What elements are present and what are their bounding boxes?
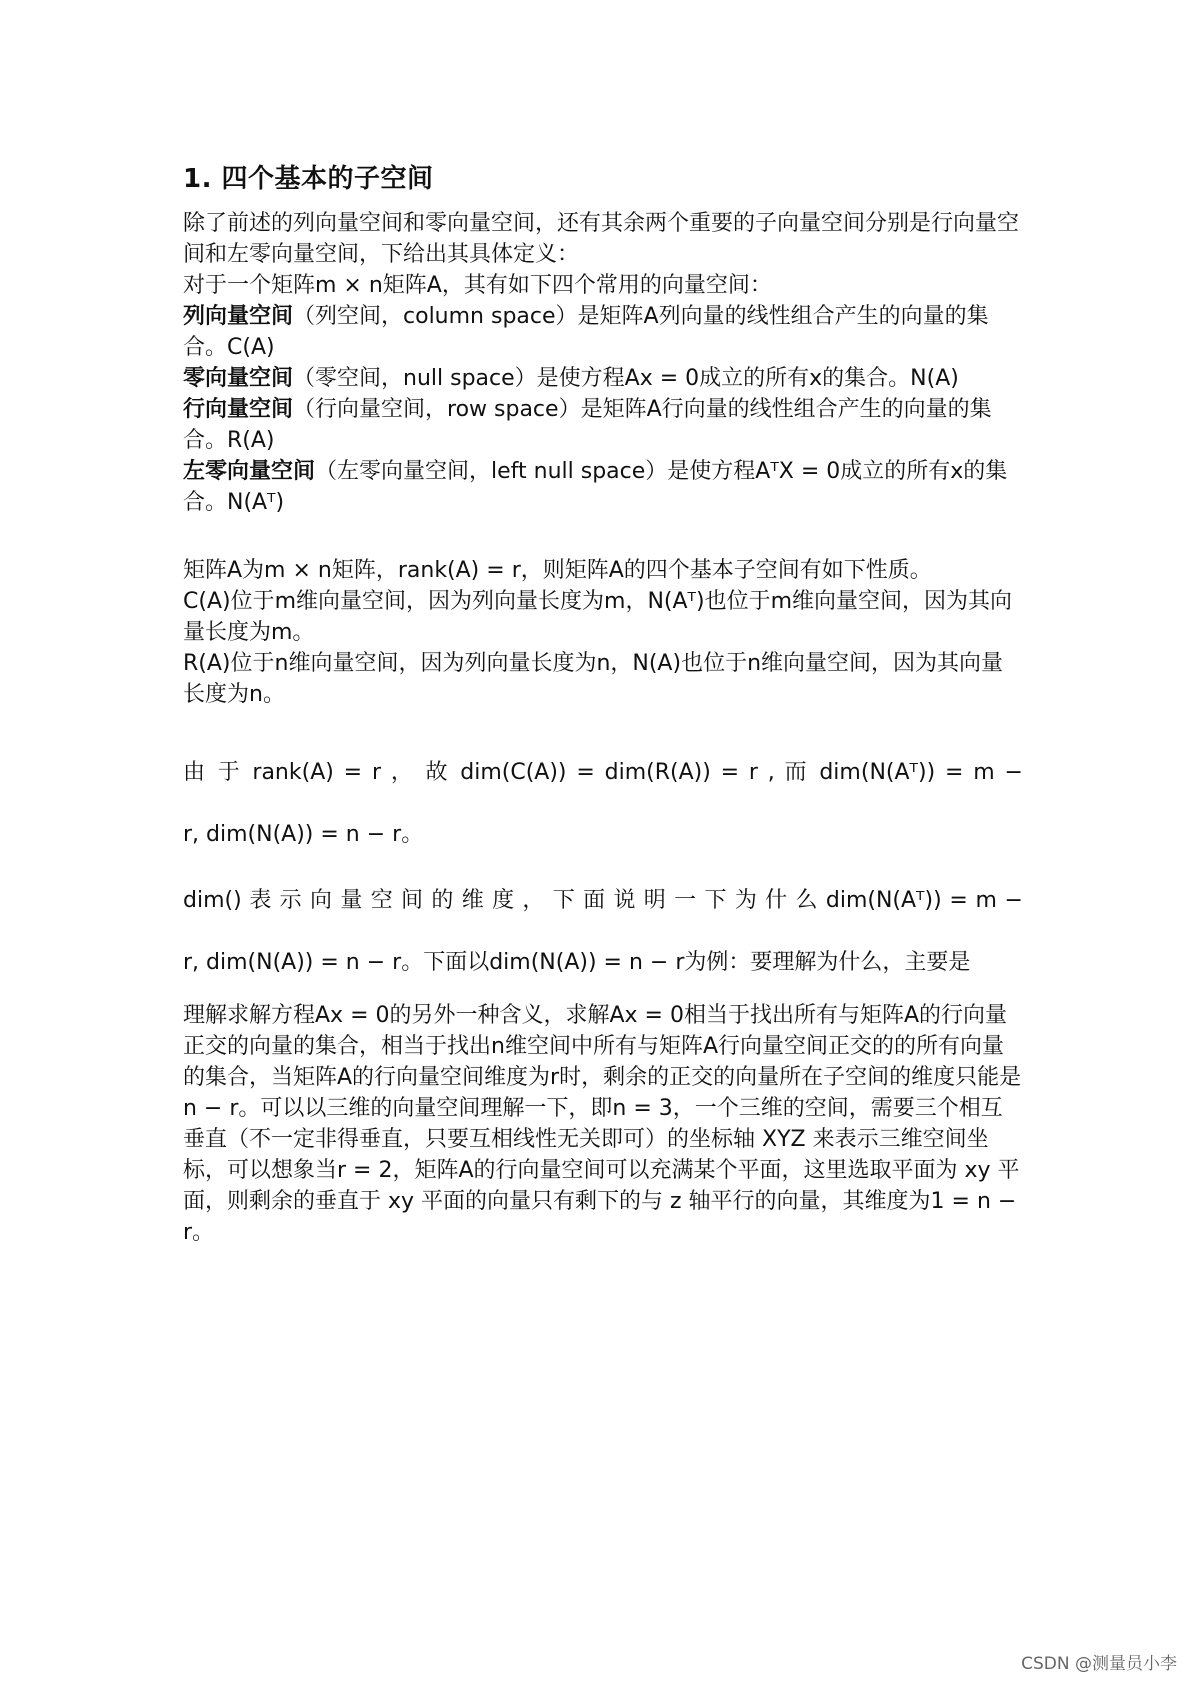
definition-desc: （行向量空间，row space）是矩阵A行向量的线性组合产生的向量的集合。R(A) [183,397,992,453]
formula-line-1: 由 于 rank(A) = r ， 故 dim(C(A)) = dim(R(A)) = r , 而 dim(N(Aᵀ)) = m − [183,760,1023,785]
definition-desc: （列空间，column space）是矩阵A列向量的线性组合产生的向量的集合。C(A) [183,304,989,360]
definition-term: 列向量空间 [183,304,294,329]
definition-null-space [183,363,1023,394]
matrix-intro-line: 对于一个矩阵m × n矩阵A，其有如下四个常用的向量空间： [183,273,772,298]
column-space-property: C(A)位于m维向量空间，因为列向量长度为m，N(Aᵀ)也位于m维向量空间，因为其向量长度为m。 [183,589,1013,645]
definition-left-null-space [183,456,1023,518]
intro-paragraph: 除了前述的列向量空间和零向量空间，还有其余两个重要的子向量空间分别是行向量空间和左零向量空间，下给出其具体定义： [183,211,1020,267]
definition-term: 左零向量空间 [183,459,316,484]
section-heading: 1. 四个基本的子空间 [183,164,434,194]
formula-line-2: r, dim(N(A)) = n − r。 [183,822,424,847]
explanation-paragraph: 理解求解方程Ax = 0的另外一种含义，求解Ax = 0相当于找出所有与矩阵A的行向量正交的向量的集合，相当于找出n维空间中所有与矩阵A行向量空间正交的的所有向量的集合，当矩阵A的行向量空间维度为r时，剩余的正交的向量所在子空间的维度只能是n − r。可以以三维的向量空间理解一下，即n = 3，一个三维的空间，需要三个相互垂直（不一定非得垂直，只要互相线性无关即可）的坐标轴 XYZ 来表示三维空间坐标，可以想象当r = 2，矩阵A的行向量空间可以充满某个平面，这里选取平面为 xy 平面，则剩余的垂直于 xy 平面的向量只有剩下的与 z 轴平行的向量，其维度为1 = n − r。 [183,1003,1022,1245]
definition-row-space [183,394,1023,456]
definition-column-space [183,301,1023,363]
formula-line-3: dim() 表 示 向 量 空 间 的 维 度 ， 下 面 说 明 一 下 为 什 么 dim(N(Aᵀ)) = m − [183,888,1023,913]
explanation-block [183,1000,1023,1248]
definition-desc: （零空间，null space）是使方程Ax = 0成立的所有x的集合。N(A) [293,366,959,391]
properties-block [183,555,1023,710]
rank-statement: 矩阵A为m × n矩阵，rank(A) = r，则矩阵A的四个基本子空间有如下性质。 [183,558,932,583]
intro-block [183,208,1023,518]
row-space-property: R(A)位于n维向量空间，因为列向量长度为n，N(A)也位于n维向量空间，因为其向量长度为n。 [183,651,1004,707]
formula-line-4: r, dim(N(A)) = n − r。下面以dim(N(A)) = n − r为例：要理解为什么，主要是 [183,950,971,975]
definition-desc: （左零向量空间，left null space）是使方程AᵀX = 0成立的所有x的集合。N(Aᵀ) [183,459,1008,515]
csdn-watermark: CSDN @测量员小李 [1021,1654,1177,1674]
definition-term: 行向量空间 [183,397,294,422]
definition-term: 零向量空间 [183,366,294,391]
